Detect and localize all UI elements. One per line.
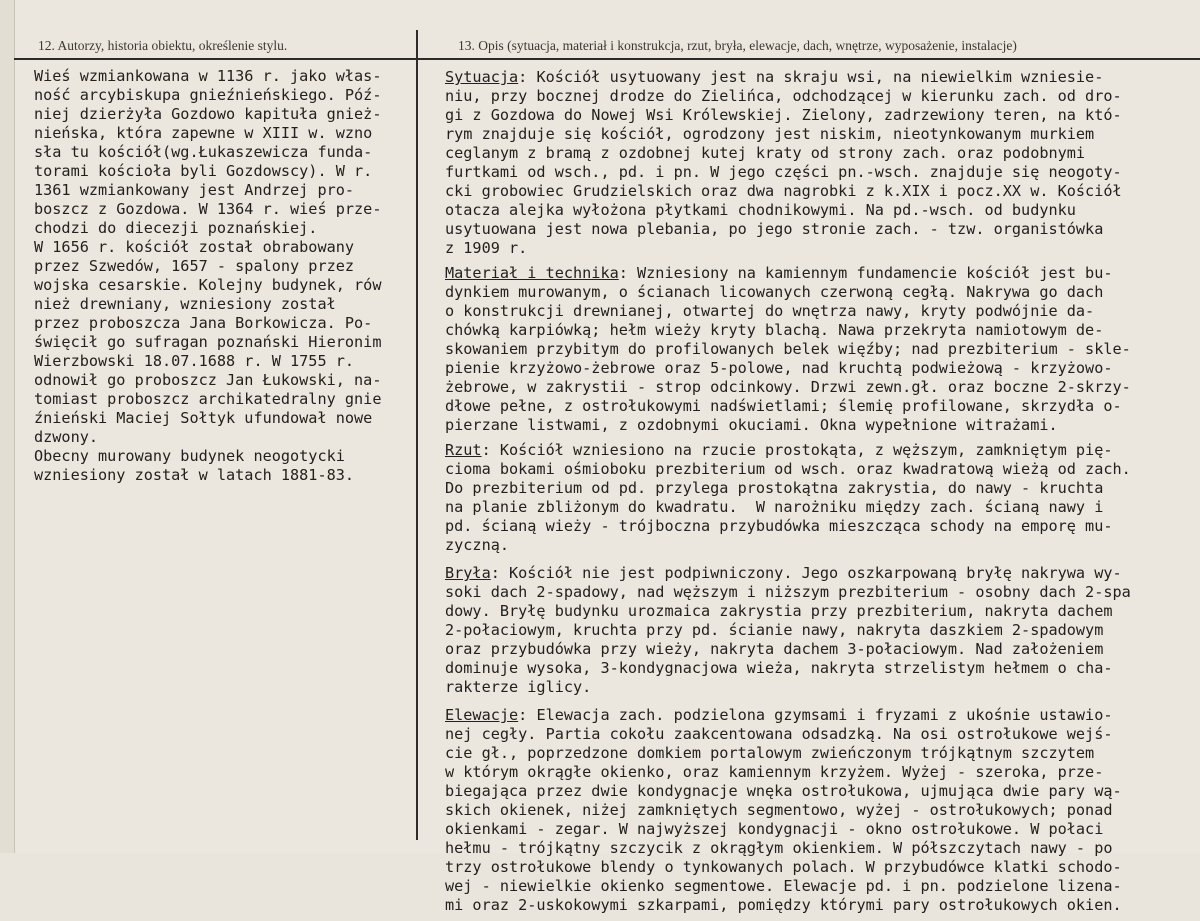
section-heading: Bryła (445, 564, 491, 582)
section-line: cioma bokami ośmioboku prezbiterium od wsch. oraz kwadratową wieżą od zach. (445, 460, 1131, 478)
section-line: zyczną. (445, 536, 510, 554)
history-line: przez Szwedów, 1657 - spalony przez (34, 257, 355, 275)
section-line: otacza alejka wyłożona płytkami chodnikowymi. Na pd.-wsch. od budynku (445, 201, 1076, 219)
section-line: dłowe pełne, z ostrołukowymi nadświetlami; ślemię profilowane, skrzydła o- (445, 397, 1122, 415)
section-line: trzy ostrołukowe blendy o tynkowanych polach. W przybudówce klatki schodo- (445, 858, 1122, 876)
section-heading: Elewacje (445, 706, 519, 724)
section-line: biegająca przez dwie kondygnacje wnęka ostrołukowa, ujmująca dwie pary wą- (445, 782, 1122, 800)
history-line: święcił go sufragan poznański Hieronim (34, 333, 382, 351)
description-text (445, 68, 1195, 921)
section-first-line (445, 441, 1195, 460)
history-header: 12. Autorzy, historia obiektu, określenie stylu. (38, 38, 288, 53)
section-line: : Kościół wzniesiono na rzucie prostokąta, z węższym, zamkniętym pię- (481, 441, 1113, 459)
history-line: torami kościoła byli Gozdowscy). W r. (34, 162, 373, 180)
section-first-line (445, 706, 1195, 725)
section-line: : Kościół nie jest podpiwniczony. Jego oszkarpowaną bryłę nakrywa wy- (490, 564, 1122, 582)
history-line: Wieś wzmiankowana w 1136 r. jako włas- (34, 67, 382, 85)
description-section (445, 68, 1195, 258)
description-header: 13. Opis (sytuacja, materiał i konstrukcja, rzut, bryła, elewacje, dach, wnętrze, wyposażenie, instalacje) (458, 38, 1017, 53)
section-line: : Wzniesiony na kamiennym fundamencie kościół jest bu- (618, 264, 1113, 282)
history-line: źnieński Maciej Sołtyk ufundował nowe (34, 409, 373, 427)
section-line: 2-połaciowym, kruchta przy pd. ścianie nawy, nakryta daszkiem 2-spadowym (445, 621, 1104, 639)
history-text (34, 67, 406, 485)
section-line: wej - niewielkie okienko segmentowe. Elewacje pd. i pn. podzielone lizena- (445, 877, 1122, 895)
history-line: tomiast proboszcz archikatedralny gnie (34, 390, 382, 408)
description-section (445, 564, 1195, 697)
history-line: boszcz z Gozdowa. W 1364 r. wieś prze- (34, 200, 382, 218)
section-line: ceglanym z bramą z ozdobnej kutej kraty od strony zach. oraz podobnymi (445, 144, 1086, 162)
section-line: niu, przy bocznej drodze do Zielińca, odchodzącej w kierunku zach. od dro- (445, 87, 1122, 105)
section-line: pierzane listwami, z ozdobnymi okuciami. Okna wypełnione witrażami. (445, 416, 1058, 434)
section-heading: Materiał i technika (445, 264, 619, 282)
description-section (445, 264, 1195, 435)
history-line: ność arcybiskupa gnieźnieńskiego. Póź- (34, 86, 382, 104)
section-line: usytuowana jest nowa plebania, po jego stronie zach. - tzw. organistówka (445, 220, 1104, 238)
section-line: chówką karpiówką; hełm wieży kryty blachą. Nawa przekryta namiotowym de- (445, 321, 1104, 339)
history-line: Wierzbowski 18.07.1688 r. W 1755 r. (34, 352, 355, 370)
section-first-line (445, 564, 1195, 583)
section-first-line (445, 68, 1195, 87)
section-line: : Kościół usytuowany jest na skraju wsi, na niewielkim wzniesie- (518, 68, 1104, 86)
description-section (445, 706, 1195, 915)
section-line: skowaniem przybitym do profilowanych belek więźby; nad prezbiterium - skle- (445, 340, 1131, 358)
section-line: cki grobowiec Grudzielskich oraz dwa nagrobki z k.XIX i pocz.XX w. Kościół (445, 182, 1122, 200)
section-line: pd. ścianą wieży - trójboczna przybudówka mieszcząca schody na emporę mu- (445, 517, 1113, 535)
section-line: mi oraz 2-uskokowymi szkarpami, pomiędzy którymi pary ostrołukowych okien. (445, 896, 1122, 914)
section-heading: Rzut (445, 441, 482, 459)
section-line: na planie zbliżonym do kwadratu. W narożniku między zach. ścianą nawy i (445, 498, 1104, 516)
history-line: Obecny murowany budynek neogotycki (34, 447, 345, 465)
section-line: Do prezbiterium od pd. przylega prostokątna zakrystia, do nawy - kruchta (445, 479, 1104, 497)
section-line: skich okienek, niżej zamkniętych segmentowo, wyżej - ostrołukowych; ponad (445, 801, 1113, 819)
history-line: wojska cesarskie. Kolejny budynek, rów (34, 276, 382, 294)
column-divider (416, 30, 418, 840)
section-line: żebrowe, w zakrystii - strop odcinkowy. Drzwi zewn.gł. oraz boczne 2-skrzy- (445, 378, 1131, 396)
history-line: 1361 wzmiankowany jest Andrzej pro- (34, 181, 355, 199)
history-line: nież drewniany, wzniesiony został (34, 295, 336, 313)
section-line: rakterze iglicy. (445, 678, 592, 696)
history-line: nieńska, która zapewne w XIII w. wzno (34, 124, 373, 142)
section-line: okienkami - zegar. W najwyższej kondygnacji - okno ostrołukowe. W połaci (445, 820, 1104, 838)
section-line: hełmu - trójkątny szczycik z okrągłym okienkiem. W półszczytach nawy - po (445, 839, 1113, 857)
section-line: dominuje wysoka, 3-kondygnacjowa wieża, nakryta strzelistym hełmem o cha- (445, 659, 1113, 677)
header-rule (14, 58, 1200, 60)
card-left-edge (0, 0, 15, 853)
section-line: : Elewacja zach. podzielona gzymsami i fryzami z ukośnie ustawio- (518, 706, 1113, 724)
section-line: rym znajduje się kościół, ogrodzony jest niskim, nieotynkowanym murkiem (445, 125, 1095, 143)
section-line: dowy. Bryłę budynku urozmaica zakrystia przy prezbiterium, nakryta dachem (445, 602, 1113, 620)
section-line: cie gł., poprzedzone domkiem portalowym zwieńczonym trójkątnym szczytem (445, 744, 1095, 762)
history-line: chodzi do diecezji poznańskiej. (34, 219, 318, 237)
section-line: oraz przybudówka przy wieży, nakryta dachem 3-połaciowym. Nad założeniem (445, 640, 1104, 658)
section-line: soki dach 2-spadowy, nad węższym i niższym prezbiterium - osobny dach 2-spa (445, 583, 1131, 601)
section-first-line (445, 264, 1195, 283)
history-line: odnowił go proboszcz Jan Łukowski, na- (34, 371, 382, 389)
history-line: W 1656 r. kościół został obrabowany (34, 238, 355, 256)
history-line: przez proboszcza Jana Borkowicza. Po- (34, 314, 373, 332)
history-line: sła tu kościół(wg.Łukaszewicza funda- (34, 143, 373, 161)
history-line: niej dzierżyła Gozdowo kapituła gnież- (34, 105, 382, 123)
section-line: w którym okrągłe okienko, oraz kamiennym krzyżem. Wyżej - szeroka, prze- (445, 763, 1104, 781)
section-line: gi z Gozdowa do Nowej Wsi Królewskiej. Zielony, zadrzewiony teren, na któ- (445, 106, 1122, 124)
section-heading: Sytuacja (445, 68, 519, 86)
history-line: wzniesiony został w latach 1881-83. (34, 466, 355, 484)
section-line: o konstrukcji drewnianej, otwartej do wnętrza nawy, kryty podwójnie da- (445, 302, 1095, 320)
description-section (445, 441, 1195, 555)
section-line: dynkiem murowanym, o ścianach licowanych czerwoną cegłą. Nakrywa go dach (445, 283, 1104, 301)
section-line: furtkami od wsch., pd. i pn. W jego części pn.-wsch. znajduje się neogoty- (445, 163, 1122, 181)
section-line: nej cegły. Partia cokołu zaakcentowana odsadzką. Na osi ostrołukowe wejś- (445, 725, 1113, 743)
section-line: z 1909 r. (445, 239, 528, 257)
history-line: dzwony. (34, 428, 99, 446)
section-line: pienie krzyżowo-żebrowe oraz 5-polowe, nad kruchtą podwieżową - krzyżowo- (445, 359, 1113, 377)
